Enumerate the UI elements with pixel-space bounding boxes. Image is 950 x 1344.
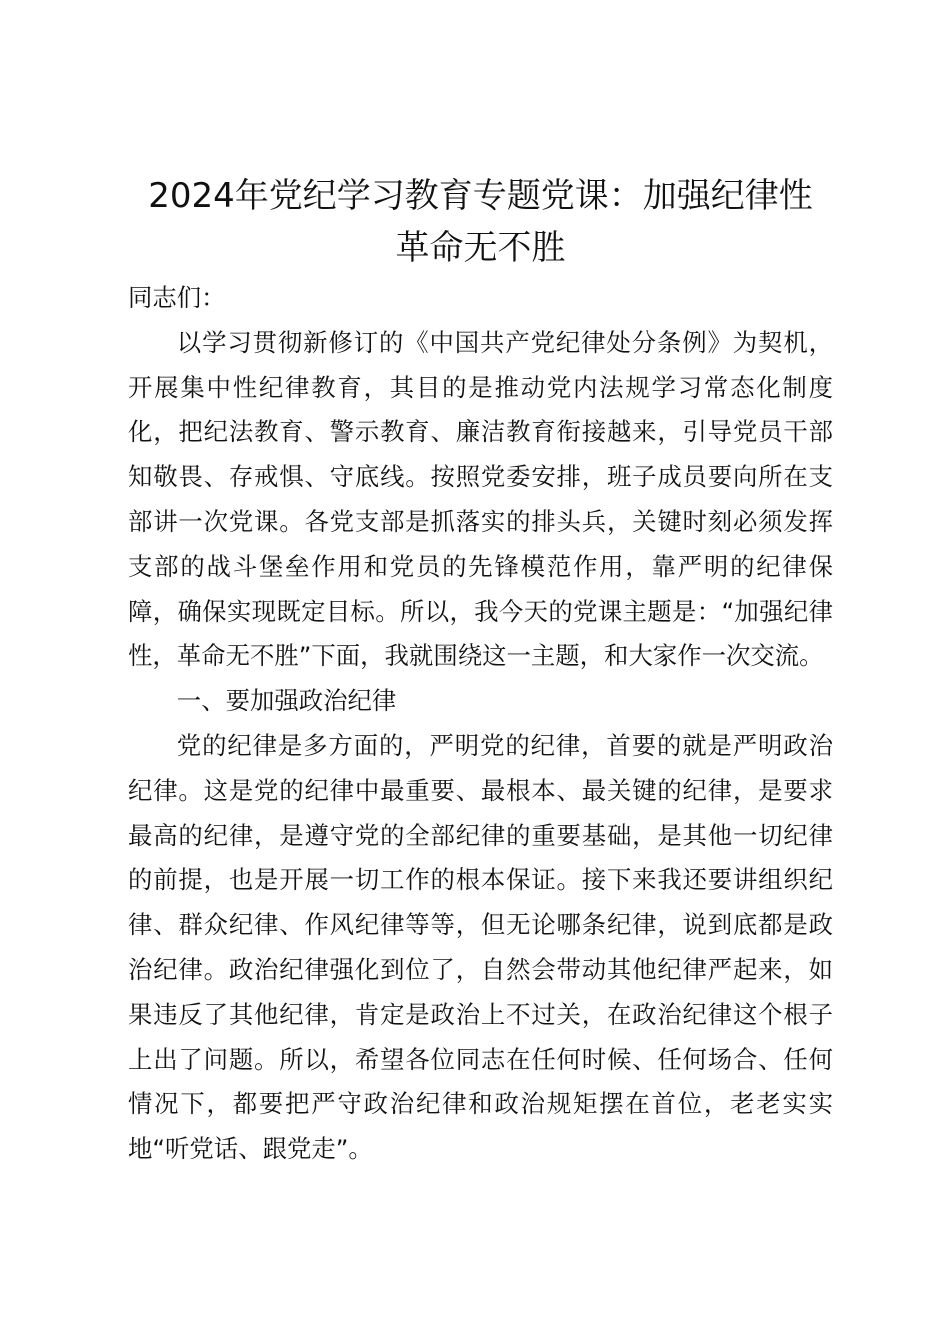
section-heading-1: 一、要加强政治纪律 — [176, 686, 397, 716]
title-line-1: 2024年党纪学习教育专题党课：加强纪律性 — [148, 176, 813, 216]
title-line-2: 革命无不胜 — [395, 228, 566, 268]
document-body — [128, 276, 833, 1172]
salutation: 同志们： — [128, 283, 226, 312]
document-title — [128, 170, 833, 274]
paragraph-political-discipline: 党的纪律是多方面的，严明党的纪律，首要的就是严明政治纪律。这是党的纪律中最重要、最根本、最关键的纪律，是要求最高的纪律，是遵守党的全部纪律的重要基础，是其他一切纪律的前提，也是开展一切工作的根本保证。接下来我还要讲组织纪律、群众纪律、作风纪律等等，但无论哪条纪律，说到底都是政治纪律。政治纪律强化到位了，自然会带动其他纪律严起来，如果违反了其他纪律，肯定是政治上不过关，在政治纪律这个根子上出了问题。所以，希望各位同志在任何时候、任何场合、任何情况下，都要把严守政治纪律和政治规矩摆在首位，老老实实地“听党话、跟党走”。 — [128, 730, 833, 1164]
paragraph-intro: 以学习贯彻新修订的《中国共产党纪律处分条例》为契机，开展集中性纪律教育，其目的是推动党内法规学习常态化制度化，把纪法教育、警示教育、廉洁教育衔接越来，引导党员干部知敬畏、存戒惧、守底线。按照党委安排，班子成员要向所在支部讲一次党课。各党支部是抓落实的排头兵，关键时刻必须发挥支部的战斗堡垒作用和党员的先锋模范作用，靠严明的纪律保障，确保实现既定目标。所以，我今天的党课主题是：“加强纪律性，革命无不胜”下面，我就围绕这一主题，和大家作一次交流。 — [128, 327, 833, 671]
document-page — [128, 170, 833, 1172]
